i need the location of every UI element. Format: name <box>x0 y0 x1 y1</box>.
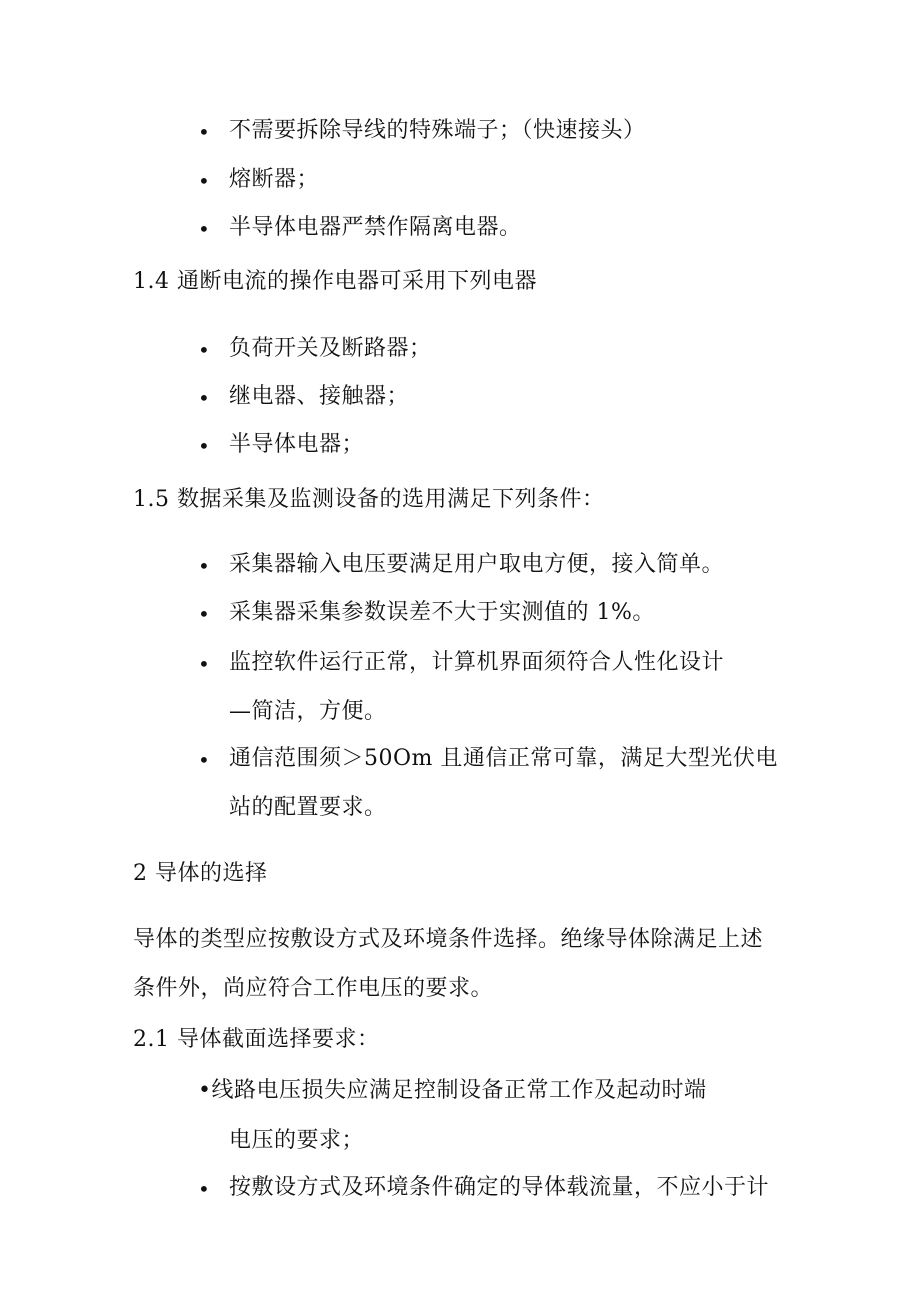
bullet-dot: • <box>198 217 210 241</box>
list-item: 按敷设方式及环境条件确定的导体载流量，不应小于计 <box>229 1175 770 1200</box>
list-item-continuation: —简洁，方便。 <box>229 699 387 724</box>
list-item: 半导体电器严禁作隔离电器。 <box>229 215 522 240</box>
bullet-dot: • <box>198 554 210 578</box>
section-heading: 2 导体的选择 <box>133 861 268 886</box>
list-item-continuation: 站的配置要求。 <box>229 795 387 820</box>
bullet-dot: • <box>198 434 210 458</box>
bullet-dot: • <box>198 748 210 772</box>
list-item-continuation: 电压的要求； <box>229 1128 365 1153</box>
list-item: 熔断器； <box>229 167 320 192</box>
list-item: 监控软件运行正常，计算机界面须符合人性化设计 <box>229 650 725 675</box>
list-item: 采集器采集参数误差不大于实测值的 1%。 <box>229 600 655 625</box>
bullet-dot: • <box>198 338 210 362</box>
bullet-dot: • <box>198 602 210 626</box>
list-item: 负荷开关及断路器； <box>229 336 432 361</box>
list-item: 不需要拆除导线的特殊端子；（快速接头） <box>229 118 646 143</box>
bullet-dot: • <box>198 1177 210 1201</box>
list-item: 继电器、接触器； <box>229 384 410 409</box>
list-item: •线路电压损失应满足控制设备正常工作及起动时端 <box>198 1078 707 1103</box>
list-item: 通信范围须＞50Om 且通信正常可靠，满足大型光伏电 <box>229 746 778 771</box>
list-item: 半导体电器； <box>229 432 365 457</box>
bullet-dot: • <box>198 386 210 410</box>
bullet-dot: • <box>198 652 210 676</box>
paragraph-line: 导体的类型应按敷设方式及环境条件选择。绝缘导体除满足上述 <box>133 927 764 952</box>
bullet-dot: • <box>198 120 210 144</box>
bullet-dot: • <box>198 169 210 193</box>
list-item: 采集器输入电压要满足用户取电方便，接入简单。 <box>229 552 725 577</box>
section-heading: 2.1 导体截面选择要求： <box>133 1027 380 1052</box>
section-heading: 1.4 通断电流的操作电器可采用下列电器 <box>133 269 537 294</box>
section-heading: 1.5 数据采集及监测设备的选用满足下列条件： <box>133 487 605 512</box>
paragraph-line: 条件外，尚应符合工作电压的要求。 <box>133 976 494 1001</box>
